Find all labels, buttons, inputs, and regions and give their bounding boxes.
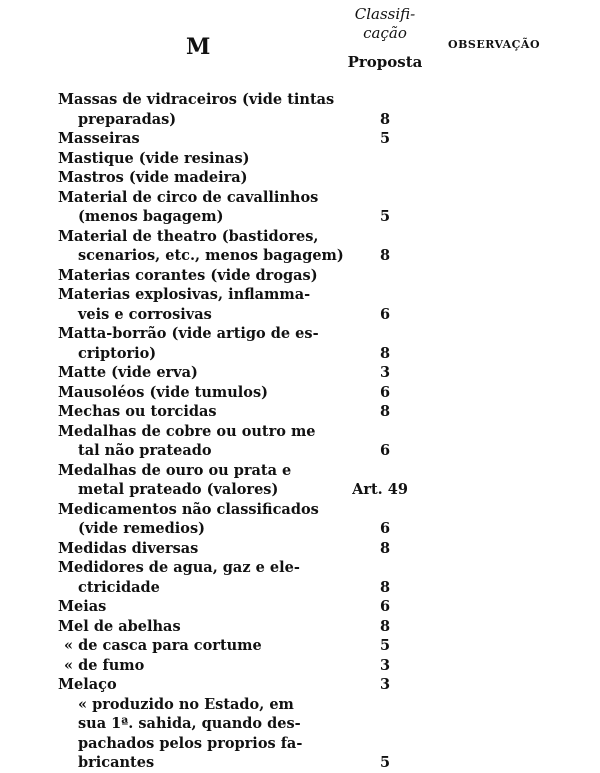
entry-text: Medidas diversas <box>58 539 199 557</box>
entry-line <box>58 734 438 754</box>
entry-line <box>58 461 438 481</box>
entry-text: Medidores de agua, gaz e ele- <box>58 559 300 576</box>
entry-text: veis e corrosivas <box>78 305 212 323</box>
entry-text: Mastros (vide madeira) <box>58 169 248 186</box>
entry-text: Matta-borrão (vide artigo de es- <box>58 325 319 342</box>
entry-line <box>58 636 438 656</box>
entry-text: « de fumo <box>64 656 145 674</box>
entry-text: « produzido no Estado, em <box>78 695 294 713</box>
entry-text: Materias explosivas, inflamma- <box>58 286 311 303</box>
entry-line <box>58 344 438 364</box>
entry-text: Medalhas de ouro ou prata e <box>58 461 292 479</box>
entry-line <box>58 149 438 169</box>
entry-text: pachados pelos proprios fa- <box>78 734 303 752</box>
entry-classification: Art. 49 <box>352 481 408 498</box>
entry-line <box>58 578 438 598</box>
entry-line <box>58 305 438 325</box>
entry-text: Masseiras <box>58 130 140 147</box>
observation-header: OBSERVAÇÃO <box>448 38 541 51</box>
section-letter: M <box>186 34 210 60</box>
entry-line <box>58 675 438 695</box>
entry-classification: 8 <box>379 617 391 635</box>
entry-line <box>58 110 438 130</box>
entry-line <box>58 695 438 715</box>
entry-text: « de casca para cortume <box>64 637 262 654</box>
entry-line <box>58 617 438 637</box>
entry-classification: 6 <box>379 383 391 401</box>
entry-text: Medicamentos não classificados <box>58 500 319 518</box>
entry-line <box>58 363 438 383</box>
entry-line <box>58 402 438 422</box>
entry-text: (vide remedios) <box>78 520 205 537</box>
entry-line <box>58 285 438 305</box>
entry-classification: 3 <box>379 656 391 674</box>
entry-classification: 8 <box>379 539 391 557</box>
entry-line <box>58 519 438 539</box>
entry-line <box>58 266 438 286</box>
entry-line <box>58 422 438 442</box>
entry-line <box>58 246 438 266</box>
entry-classification: 8 <box>379 578 391 596</box>
entry-classification: 6 <box>379 442 391 459</box>
entry-line <box>58 441 438 461</box>
classification-header-line2: cação <box>363 24 407 42</box>
entry-text: bricantes <box>78 754 155 771</box>
entry-text: (menos bagagem) <box>78 208 224 225</box>
entry-text: Mausoléos (vide tumulos) <box>58 383 268 401</box>
entry-classification: 3 <box>379 364 391 381</box>
entry-line <box>58 207 438 227</box>
entry-text: Material de circo de cavallinhos <box>58 188 319 206</box>
entry-classification: 5 <box>379 754 391 771</box>
entry-line <box>58 188 438 208</box>
entry-text: Matte (vide erva) <box>58 364 198 381</box>
entry-text: preparadas) <box>78 110 177 128</box>
entry-line <box>58 539 438 559</box>
entry-line <box>58 714 438 734</box>
entry-line <box>58 558 438 578</box>
entry-text: sua 1ª. sahida, quando des- <box>78 715 301 732</box>
entry-text: Massas de vidraceiros (vide tintas <box>58 91 335 108</box>
entry-text: Materias corantes (vide drogas) <box>58 266 318 284</box>
entry-text: Mechas ou torcidas <box>58 403 217 420</box>
entry-text: Mel de abelhas <box>58 617 181 635</box>
entry-text: Medalhas de cobre ou outro me <box>58 422 316 440</box>
entry-classification: 5 <box>379 637 391 654</box>
entries-list <box>58 90 438 773</box>
entry-classification: 5 <box>379 208 391 225</box>
entry-line <box>58 480 438 500</box>
entry-classification: 8 <box>379 247 391 264</box>
entry-text: criptorio) <box>78 344 157 362</box>
entry-text: tal não prateado <box>78 442 212 459</box>
entry-line <box>58 597 438 617</box>
entry-classification: 8 <box>379 110 391 128</box>
entry-classification: 6 <box>379 598 391 615</box>
entry-text: metal prateado (valores) <box>78 481 279 498</box>
entry-classification: 8 <box>379 403 391 420</box>
classification-header-line3: Proposta <box>347 53 423 71</box>
entry-classification: 8 <box>379 344 391 362</box>
classification-header-line1: Classifi- <box>354 5 416 23</box>
entry-text: Melaço <box>58 676 117 693</box>
entry-classification: 5 <box>379 130 391 147</box>
entry-text: Meias <box>58 598 107 615</box>
entry-line <box>58 656 438 676</box>
entry-line <box>58 383 438 403</box>
entry-line <box>58 753 438 773</box>
entry-line <box>58 324 438 344</box>
entry-line <box>58 168 438 188</box>
entry-classification: 6 <box>379 520 391 537</box>
entry-text: scenarios, etc., menos bagagem) <box>78 247 344 264</box>
entry-line <box>58 129 438 149</box>
entry-text: ctricidade <box>78 578 160 596</box>
entry-classification: 6 <box>379 305 391 323</box>
entry-classification: 3 <box>379 676 391 693</box>
entry-text: Material de theatro (bastidores, <box>58 227 319 245</box>
entry-line <box>58 500 438 520</box>
entry-line <box>58 90 438 110</box>
entry-text: Mastique (vide resinas) <box>58 149 250 167</box>
entry-line <box>58 227 438 247</box>
